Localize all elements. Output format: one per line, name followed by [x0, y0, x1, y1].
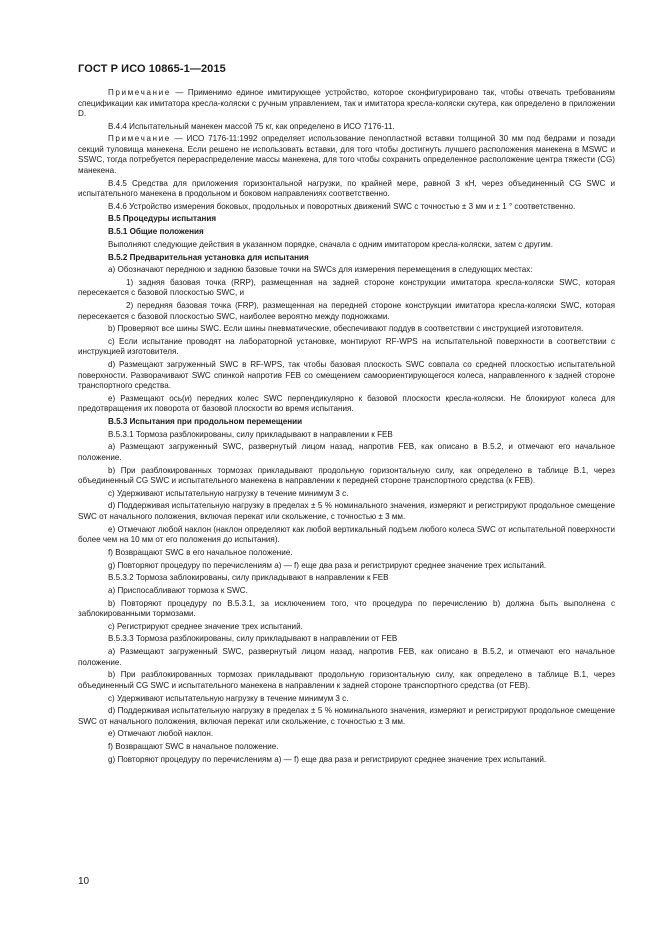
paragraph [78, 324, 615, 335]
paragraph [78, 489, 615, 500]
paragraph-text: f) Возвращают SWC в начальное положение. [108, 742, 279, 752]
section-heading [78, 214, 615, 225]
paragraph-text: а) Размещают загруженный SWC, развернутый лицом назад, напротив FEB, как описано в B.5.2, и отмечают его начальное положение. [78, 442, 615, 462]
paragraph [78, 729, 615, 740]
paragraph [78, 202, 615, 213]
paragraph-text: b) При разблокированных тормозах прикладывают продольную горизонтальную силу, как определено в таблице B.1, через объединенный CG SWC и испытательного манекена в направлении к передней стороне транспортного средства (к FEB). [78, 465, 615, 486]
paragraph-text: — Применимо единое имитирующее устройство, которое сконфигурировано так, чтобы отвечать требованиям спецификации как имитатора кресла-коляски с ручным управлением, так и имитатора кресла-коляски скутера, как определено в приложении D. [78, 88, 615, 118]
note-label: Примечание [108, 88, 171, 97]
paragraph-text: — ИСО 7176-11:1992 определяет использование пенопластной вставки толщиной 30 мм под бедрами и позади секций туловища манекена. Если решено не использовать вставки, для того чтобы достигнуть лучшего расположения манекена в MSWC и SSWC, тогда потребуется перераспределение массы манекена, для того чтобы сохранить определенное расположение центра тяжести (CG) манекена. [78, 134, 615, 175]
paragraph-text: d) Поддерживая испытательную нагрузку в пределах ± 5 % номинального значения, измеряют и регистрируют продольное смещение SWC от начального положения, включая перекат или скольжение, с точностью ± 3 мм. [78, 706, 615, 726]
paragraph [78, 179, 615, 200]
paragraph-text: c) Регистрируют среднее значение трех испытаний. [108, 621, 303, 631]
document-body [78, 88, 615, 767]
paragraph [78, 634, 615, 645]
paragraph [78, 466, 615, 487]
paragraph [78, 525, 615, 546]
section-heading [78, 253, 615, 264]
paragraph [78, 586, 615, 597]
paragraph-text: а) Обозначают переднюю и заднюю базовые точки на SWCs для измерения перемещения в следующих местах: [108, 265, 533, 275]
paragraph [78, 265, 615, 276]
paragraph-text: c) Удерживают испытательную нагрузку в течение минимум 3 с. [108, 488, 349, 498]
paragraph-text: B.4.5 Средства для приложения горизонтальной нагрузки, по крайней мере, равной 3 кН, через объединенный CG SWC и испытательного манекена в продольном и боковом направлениях соответственно. [78, 178, 615, 199]
paragraph-text: B.5.1 Общие положения [108, 227, 204, 237]
paragraph [78, 430, 615, 441]
paragraph-text: g) Повторяют процедуру по перечислениям a) — f) еще два раза и регистрируют среднее значение трех испытаний. [108, 560, 547, 570]
section-heading [78, 417, 615, 428]
paragraph [78, 622, 615, 633]
paragraph-text: 2) передняя базовая точка (FRP), размещенная на передней стороне конструкции имитатора кресла-коляски SWC, которая пересекается с базовой плоскостью SWC, наиболее вероятно между подножками. [78, 301, 615, 321]
paragraph-text: а) Размещают загруженный SWC, развернутый лицом назад, напротив FEB, как описано в B.5.2, и отмечают его начальное положение. [78, 647, 615, 667]
paragraph-text: B.5 Процедуры испытания [108, 214, 217, 224]
paragraph [78, 501, 615, 522]
paragraph-text: Выполняют следующие действия в указанном порядке, сначала с одним имитатором кресла-коляски, затем с другим. [108, 239, 553, 249]
paragraph-text: B.5.3.2 Тормоза заблокированы, силу прикладывают в направлении к FEB [108, 573, 389, 583]
page-number: 10 [78, 876, 90, 887]
section-heading [78, 227, 615, 238]
paragraph-text: b) Повторяют процедуру по B.5.3.1, за исключением того, что процедура по перечислению b) должна быть выполнена с заблокированными тормозами. [78, 598, 615, 619]
paragraph-text: e) Отмечают любой наклон (наклон определяют как любой вертикальный подъем любого колеса SWC от испытательной поверхности более чем на 10 мм от его положения до испытания). [78, 524, 615, 545]
paragraph [78, 122, 615, 133]
page-header-doc-id: ГОСТ Р ИСО 10865-1—2015 [78, 63, 226, 75]
paragraph [78, 337, 615, 358]
paragraph-text: b) При разблокированных тормозах прикладывают продольную горизонтальную силу, как определено в таблице B.1, через объединенный CG SWC и испытательного манекена в направлении к задней стороне транспортного средства (от FEB). [78, 670, 615, 690]
paragraph-text: g) Повторяют процедуру по перечислениям a) — f) еще два раза и регистрируют среднее значение трех испытаний. [108, 754, 547, 764]
paragraph [78, 442, 615, 463]
paragraph-text: 1) задняя базовая точка (RRP), размещенная на задней стороне конструкции имитатора кресла-коляски SWC, которая пересекается с базовой плоскостью SWC, и [78, 277, 615, 298]
paragraph-text: d) Размещают загруженный SWC в RF-WPS, так чтобы базовая плоскость SWC совпала со средней плоскостью испытательной поверхности. Разворачивают SWC спинкой напротив FEB со смещением самоориентирующегося колеса, направленного к задней стороне транспортного средства. [78, 360, 615, 391]
paragraph [78, 755, 615, 766]
paragraph [78, 394, 615, 415]
paragraph-text: e) Отмечают любой наклон. [108, 729, 214, 739]
paragraph-text: d) Поддерживая испытательную нагрузку в пределах ± 5 % номинального значения, измеряют и регистрируют продольное смещение SWC от начального положения, включая перекат или скольжение, с точностью ± 3 мм. [78, 501, 615, 521]
paragraph [78, 548, 615, 559]
paragraph [78, 599, 615, 620]
paragraph [78, 694, 615, 705]
paragraph-text: b) Проверяют все шины SWC. Если шины пневматические, обеспечивают поддув в соответствии с инструкцией изготовителя. [108, 324, 584, 334]
paragraph-text: f) Возвращают SWC в его начальное положение. [108, 547, 293, 557]
paragraph [78, 706, 615, 727]
paragraph-text: B.4.4 Испытательный манекен массой 75 кг, как определено в ИСО 7176-11. [108, 121, 395, 131]
note-label: Примечание [108, 134, 171, 144]
paragraph-text: e) Размещают ось(и) передних колес SWC перпендикулярно к базовой плоскости кресла-коляски. Не блокируют колеса для предотвращения их поворота от базовой плоскости во время испытания. [78, 393, 615, 414]
paragraph [78, 647, 615, 668]
paragraph-text: B.5.3.3 Тормоза разблокированы, силу прикладывают в направлении от FEB [108, 634, 398, 644]
paragraph-text: B.5.3.1 Тормоза разблокированы, силу прикладывают в направлении к FEB [108, 429, 393, 439]
note-paragraph [78, 134, 615, 176]
paragraph-text: c) Если испытание проводят на лабораторной установке, монтируют RF-WPS на испытательной поверхности в соответствии с инструкцией изготовителя. [78, 336, 615, 357]
paragraph-text: B.5.2 Предварительная установка для испытания [108, 252, 309, 262]
paragraph [78, 742, 615, 753]
sub-list-item [78, 278, 615, 299]
paragraph [78, 360, 615, 392]
paragraph [78, 240, 615, 251]
paragraph-text: B.4.6 Устройство измерения боковых, продольных и поворотных движений SWC с точностью ± 3 мм и ± 1 ° соответственно. [108, 201, 576, 211]
paragraph-text: а) Приспосабливают тормоза к SWC. [108, 585, 248, 595]
paragraph [78, 561, 615, 572]
sub-list-item [78, 301, 615, 322]
paragraph [78, 573, 615, 584]
paragraph [78, 670, 615, 691]
paragraph-text: B.5.3 Испытания при продольном перемещении [108, 417, 303, 426]
note-paragraph [78, 88, 615, 120]
paragraph-text: c) Удерживают испытательную нагрузку в течение минимум 3 с. [108, 693, 349, 703]
